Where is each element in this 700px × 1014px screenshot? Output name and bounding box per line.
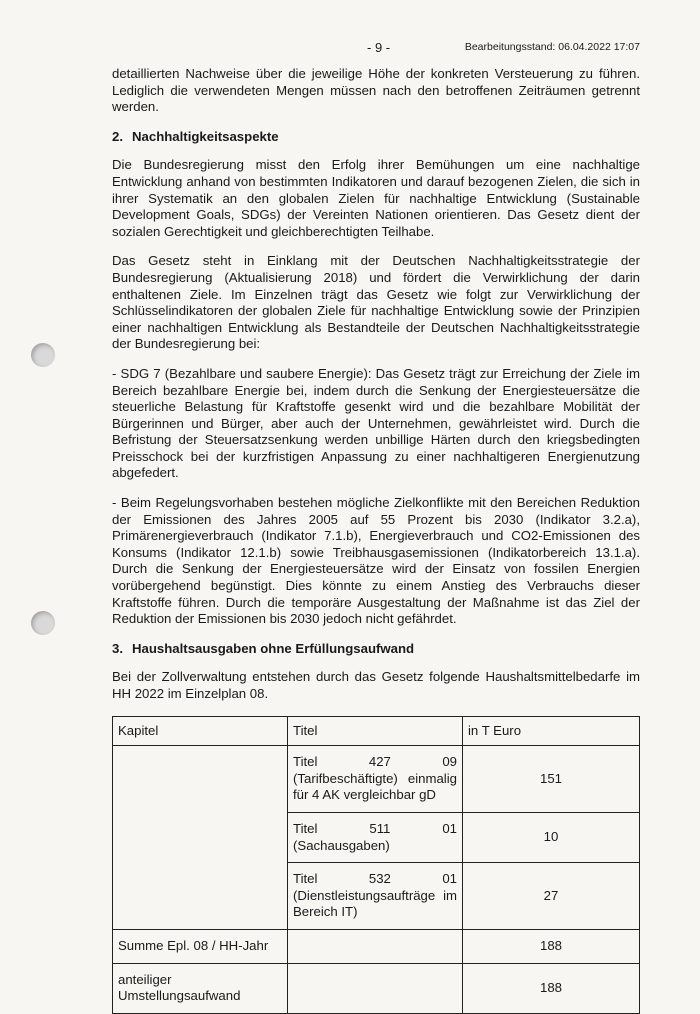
sum-value: 188: [463, 929, 640, 963]
kapitel-cell: [113, 746, 288, 930]
amount-cell: 10: [463, 812, 640, 862]
section-number: 3.: [112, 640, 123, 656]
section-title: Nachhaltigkeitsaspekte: [132, 128, 279, 144]
amount-cell: 27: [463, 863, 640, 930]
page-number: - 9 -: [367, 40, 391, 55]
table-header-row: [113, 716, 640, 746]
titel-cell: Titel 511 01 (Sachausgaben): [288, 812, 463, 862]
empty-cell: [288, 963, 463, 1013]
empty-cell: [288, 929, 463, 963]
page-header: [112, 40, 640, 58]
paragraph: - Beim Regelungsvorhaben bestehen mögliche Zielkonflikte mit den Bereichen Reduktion der Emissionen des Jahres 2005 auf 55 Prozent bis 2030 (Indikator 3.2.a), Primärenergieverbrauch (Indikator 7.1.b), Energieverbrauch und CO2-Emissionen des Konsums (Indikator 12.1.b) sowie Treibhausgasemissionen (Indikatorbereich 13.1.a). Durch die Senkung der Energiesteuersätze wird der Einsatz von fossilen Energien vorübergehend begünstigt. Dies könnte zu einem Anstieg des Verbrauchs dieser Kraftstoffe führen. Durch die temporäre Ausgestaltung der Maßnahme ist das Ziel der Reduktion der Emissionen bis 2030 jedoch nicht gefährdet.: [112, 495, 640, 627]
titel-cell: Titel 532 01 (Dienstleistungsaufträge im Bereich IT): [288, 863, 463, 930]
share-row: [113, 963, 640, 1013]
amount-cell: 151: [463, 746, 640, 813]
sum-row: [113, 929, 640, 963]
punch-hole-mark: [31, 611, 55, 635]
section-heading-sustainability: [112, 129, 640, 146]
punch-hole-mark: [31, 343, 55, 367]
titel-cell: Titel 427 09 (Tarifbeschäftigte) einmalig für 4 AK vergleichbar gD: [288, 746, 463, 813]
section-number: 2.: [112, 128, 123, 144]
share-label: anteiliger Umstellungsaufwand: [113, 963, 288, 1013]
column-header-amount: in T Euro: [463, 716, 640, 746]
column-header-kapitel: Kapitel: [113, 716, 288, 746]
budget-table: [112, 716, 640, 1014]
paragraph: - SDG 7 (Bezahlbare und saubere Energie): Das Gesetz trägt zur Erreichung der Ziele im Bereich bezahlbare Energie bei, indem durch die Senkung der Energiesteuersätze die steuerliche Belastung für Kraftstoffe gesenkt wird und die bezahlbare Mobilität der Bürgerinnen und Bürger, aber auch der Unternehmen, gewährleistet wird. Durch die Befristung der Steuersatzsenkung werden unbillige Härten durch den kriegsbedingten Preisschock bei der kurzfristigen Anpassung zu einer nachhaltigeren Energienutzung abgefedert.: [112, 365, 640, 481]
paragraph: Bei der Zollverwaltung entstehen durch das Gesetz folgende Haushaltsmittelbedarfe im HH 2022 im Einzelplan 08.: [112, 669, 640, 701]
revision-status: Bearbeitungsstand: 06.04.2022 17:07: [464, 41, 640, 53]
section-title: Haushaltsausgaben ohne Erfüllungsaufwand: [132, 640, 415, 656]
share-value: 188: [463, 963, 640, 1013]
document-body: [112, 66, 640, 1014]
sum-label: Summe Epl. 08 / HH-Jahr: [113, 929, 288, 963]
section-heading-budget: [112, 641, 640, 658]
table-row: [113, 746, 640, 813]
paragraph: Das Gesetz steht in Einklang mit der Deutschen Nachhaltigkeitsstrategie der Bundesregierung (Aktualisierung 2018) und fördert die Verwirklichung der darin enthaltenen Ziele. Im Einzelnen trägt das Gesetz wie folgt zur Verwirklichung der Schlüsselindikatoren der globalen Ziele für nachhaltige Entwicklung sowie der Prinzipien einer nachhaltigen Entwicklung als Bestandteile der Deutschen Nachhaltigkeitsstrategie der Bundesregierung bei:: [112, 253, 640, 352]
intro-paragraph: detaillierten Nachweise über die jeweilige Höhe der konkreten Versteuerung zu führen. Lediglich die verwendeten Mengen müssen nach den betroffenen Zeiträumen getrennt werden.: [112, 66, 640, 115]
paragraph: Die Bundesregierung misst den Erfolg ihrer Bemühungen um eine nachhaltige Entwicklung anhand von bestimmten Indikatoren und darauf bezogenen Zielen, die sich in ihrer Systematik an den globalen Zielen für nachhaltige Entwicklung (Sustainable Development Goals, SDGs) der Vereinten Nationen orientieren. Das Gesetz dient der sozialen Gerechtigkeit und gleichberechtigten Teilhabe.: [112, 157, 640, 239]
column-header-titel: Titel: [288, 716, 463, 746]
